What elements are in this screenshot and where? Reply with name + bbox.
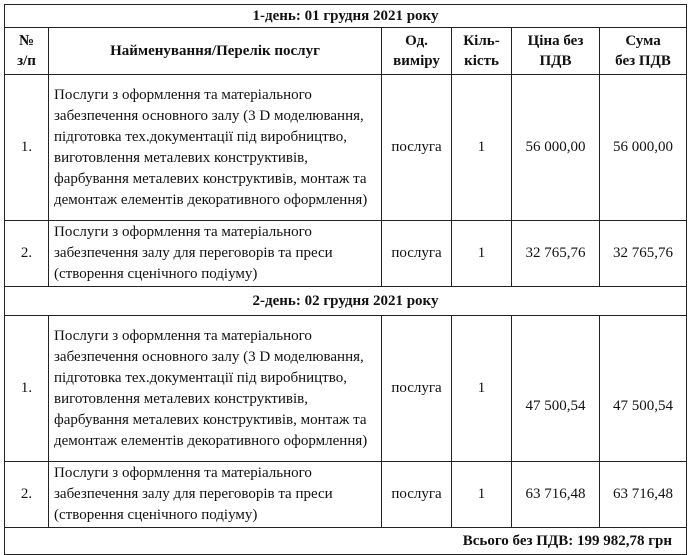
row-number: 1. (5, 75, 49, 221)
column-header-num: № з/п (5, 28, 49, 75)
row-quantity: 1 (452, 316, 512, 462)
row-quantity: 1 (452, 462, 512, 528)
column-header-price: Ціна без ПДВ (512, 28, 600, 75)
table-row (5, 316, 687, 462)
row-description: Послуги з оформлення та матеріального забезпечення основного залу (3 D моделювання, підготовка тех.документації під виробництво, виготовлення металевих конструктивів, фарбування металевих конструктивів, монтаж та демонтаж елементів декоративного оформлення) (49, 316, 382, 462)
column-header-unit: Од. виміру (382, 28, 452, 75)
day-title: 2-день: 02 грудня 2021 року (5, 287, 687, 316)
row-quantity: 1 (452, 75, 512, 221)
row-number: 1. (5, 316, 49, 462)
row-price: 56 000,00 (512, 75, 600, 221)
row-price: 63 716,48 (512, 462, 600, 528)
row-sum: 56 000,00 (600, 75, 687, 221)
table-row (5, 462, 687, 528)
row-quantity: 1 (452, 221, 512, 287)
row-sum: 47 500,54 (600, 316, 687, 462)
row-unit: послуга (382, 75, 452, 221)
total-row (5, 528, 687, 555)
row-unit: послуга (382, 462, 452, 528)
row-unit: послуга (382, 316, 452, 462)
row-description: Послуги з оформлення та матеріального забезпечення основного залу (3 D моделювання, підготовка тех.документації під виробництво, виготовлення металевих конструктивів, фарбування металевих конструктивів, монтаж та демонтаж елементів декоративного оформлення) (49, 75, 382, 221)
row-sum: 63 716,48 (600, 462, 687, 528)
column-header-sum: Сума без ПДВ (600, 28, 687, 75)
column-header-name: Найменування/Перелік послуг (49, 28, 382, 75)
row-sum: 32 765,76 (600, 221, 687, 287)
row-number: 2. (5, 221, 49, 287)
row-description: Послуги з оформлення та матеріального забезпечення залу для переговорів та преси (створення сценічного подіуму) (49, 462, 382, 528)
row-price: 47 500,54 (512, 316, 600, 462)
row-number: 2. (5, 462, 49, 528)
table-row (5, 75, 687, 221)
row-unit: послуга (382, 221, 452, 287)
row-price: 32 765,76 (512, 221, 600, 287)
row-description: Послуги з оформлення та матеріального забезпечення залу для переговорів та преси (створення сценічного подіуму) (49, 221, 382, 287)
services-table (4, 4, 687, 555)
table-header-row (5, 28, 687, 75)
total-amount: Всього без ПДВ: 199 982,78 грн (5, 528, 687, 555)
table-row (5, 221, 687, 287)
day-header-row (5, 287, 687, 316)
day-title: 1-день: 01 грудня 2021 року (5, 5, 687, 28)
column-header-qty: Кіль- кість (452, 28, 512, 75)
day-header-row (5, 5, 687, 28)
